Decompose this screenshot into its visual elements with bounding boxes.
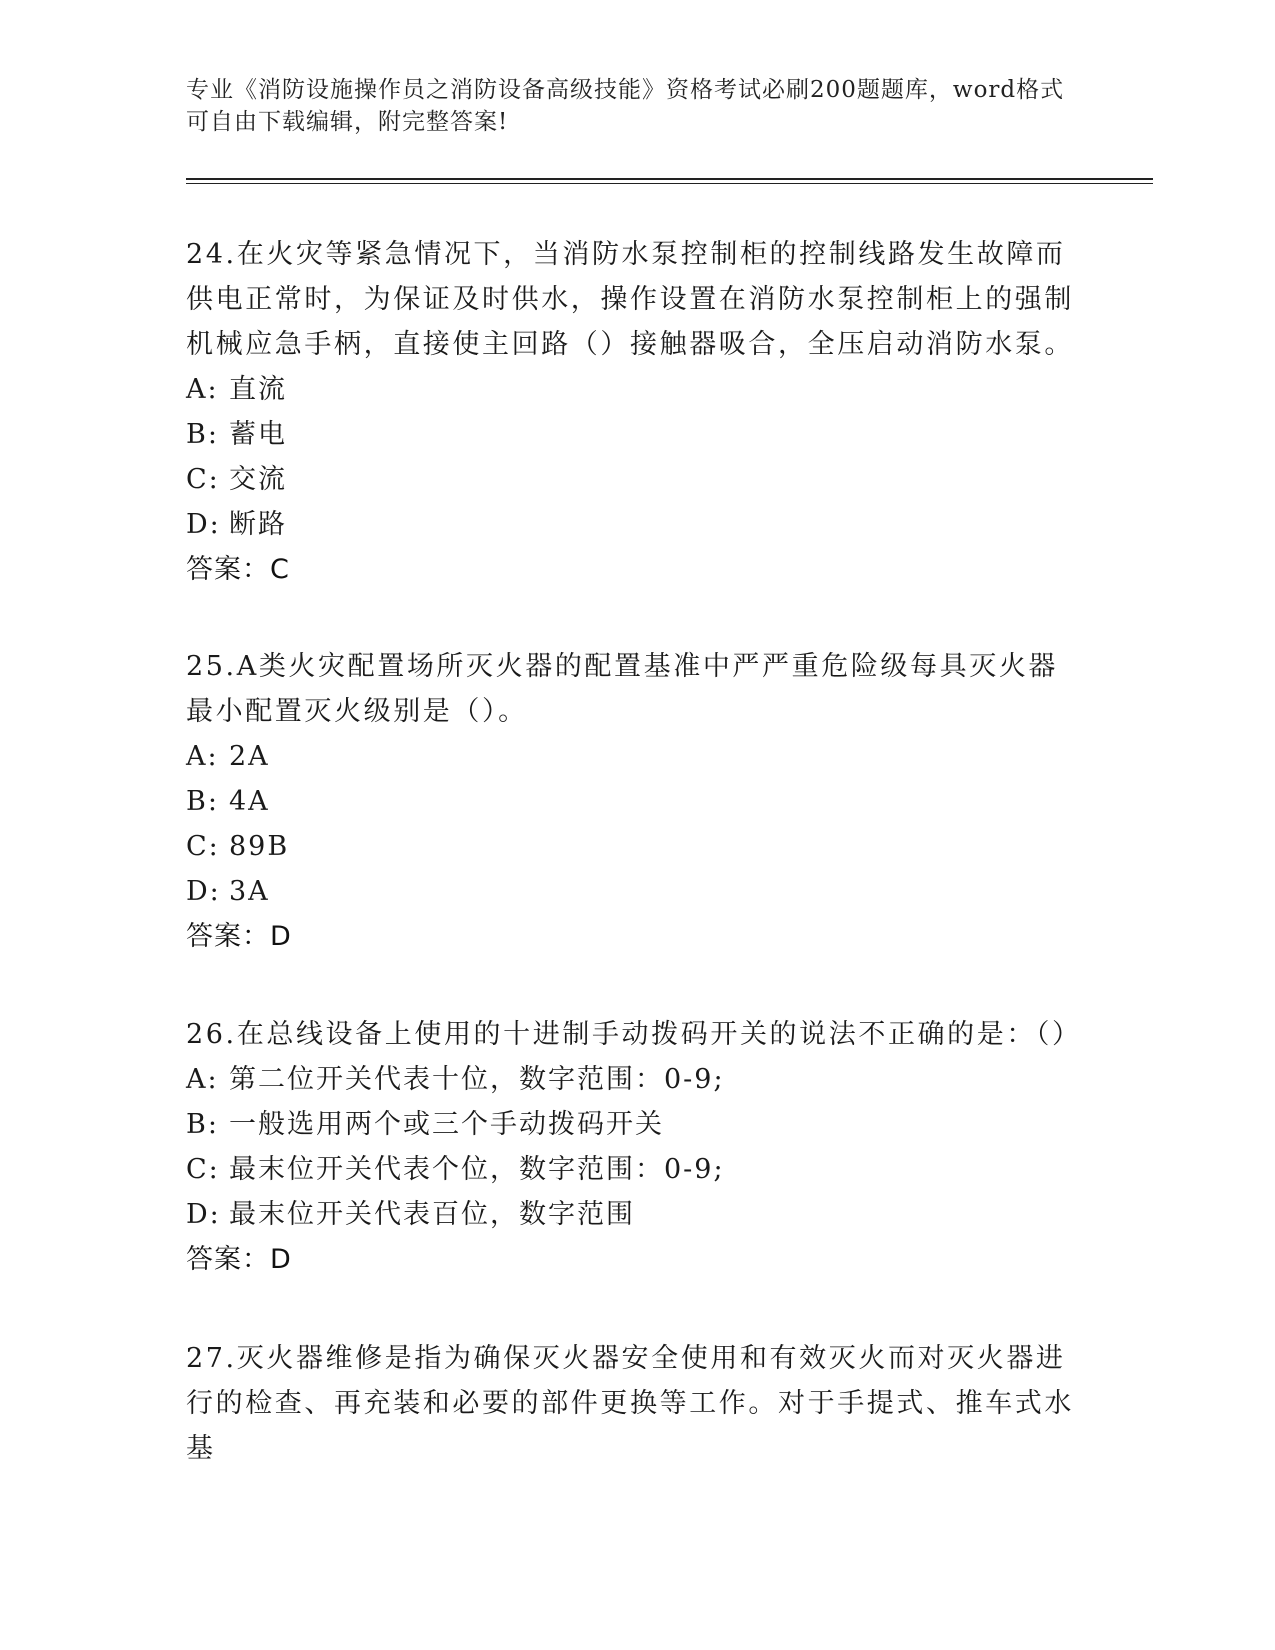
option-key: C: xyxy=(186,1154,220,1185)
option-key: C: xyxy=(186,831,220,862)
option-text: 3A xyxy=(229,876,270,907)
question-text: 24.在火灾等紧急情况下，当消防水泵控制柜的控制线路发生故障而供电正常时，为保证及时供水，操作设置在消防水泵控制柜上的强制机械应急手柄，直接使主回路（）接触器吸合，全压启动消防水泵。 xyxy=(186,239,1074,360)
option-b xyxy=(186,412,1086,457)
option-text: 最末位开关代表个位，数字范围：0-9; xyxy=(229,1154,725,1185)
option-text: 蓄电 xyxy=(229,419,287,450)
option-a xyxy=(186,734,1086,779)
option-d xyxy=(186,502,1086,547)
option-a xyxy=(186,367,1086,412)
answer-line: 答案：D xyxy=(186,1244,292,1275)
option-text: 2A xyxy=(229,741,270,772)
option-a xyxy=(186,1057,1086,1102)
option-c xyxy=(186,1147,1086,1192)
option-d xyxy=(186,869,1086,914)
option-text: 断路 xyxy=(229,509,287,540)
option-key: D: xyxy=(186,1199,221,1230)
answer-line: 答案：D xyxy=(186,921,292,952)
option-text: 交流 xyxy=(229,464,287,495)
header-divider-thick xyxy=(186,178,1153,180)
option-key: B: xyxy=(186,1109,219,1140)
header-divider-thin xyxy=(186,183,1153,184)
option-c xyxy=(186,457,1086,502)
option-key: C: xyxy=(186,464,220,495)
question-26 xyxy=(186,1012,1086,1282)
option-key: A: xyxy=(186,741,219,772)
option-key: D: xyxy=(186,509,221,540)
question-text: 26.在总线设备上使用的十进制手动拨码开关的说法不正确的是：（） xyxy=(186,1019,1082,1050)
option-b xyxy=(186,1102,1086,1147)
question-24 xyxy=(186,232,1086,592)
option-text: 89B xyxy=(229,831,290,862)
document-header: 专业《消防设施操作员之消防设备高级技能》资格考试必刷200题题库，word格式可自由下载编辑，附完整答案! xyxy=(186,77,1065,135)
option-d xyxy=(186,1192,1086,1237)
option-c xyxy=(186,824,1086,869)
option-text: 直流 xyxy=(229,374,287,405)
question-text: 25.A类火灾配置场所灭火器的配置基准中严严重危险级每具灭火器最小配置灭火级别是（）。 xyxy=(186,651,1059,727)
option-key: A: xyxy=(186,1064,219,1095)
question-text: 27.灭火器维修是指为确保灭火器安全使用和有效灭火而对灭火器进行的检查、再充装和必要的部件更换等工作。对于手提式、推车式水基 xyxy=(186,1343,1074,1464)
option-key: B: xyxy=(186,419,219,450)
option-key: D: xyxy=(186,876,221,907)
question-25 xyxy=(186,644,1086,959)
option-text: 一般选用两个或三个手动拨码开关 xyxy=(229,1109,664,1140)
option-b xyxy=(186,779,1086,824)
option-text: 4A xyxy=(229,786,270,817)
answer-line: 答案：C xyxy=(186,554,290,585)
option-key: B: xyxy=(186,786,219,817)
question-27 xyxy=(186,1336,1086,1471)
option-text: 最末位开关代表百位，数字范围 xyxy=(229,1199,635,1230)
option-key: A: xyxy=(186,374,219,405)
option-text: 第二位开关代表十位，数字范围：0-9; xyxy=(229,1064,725,1095)
